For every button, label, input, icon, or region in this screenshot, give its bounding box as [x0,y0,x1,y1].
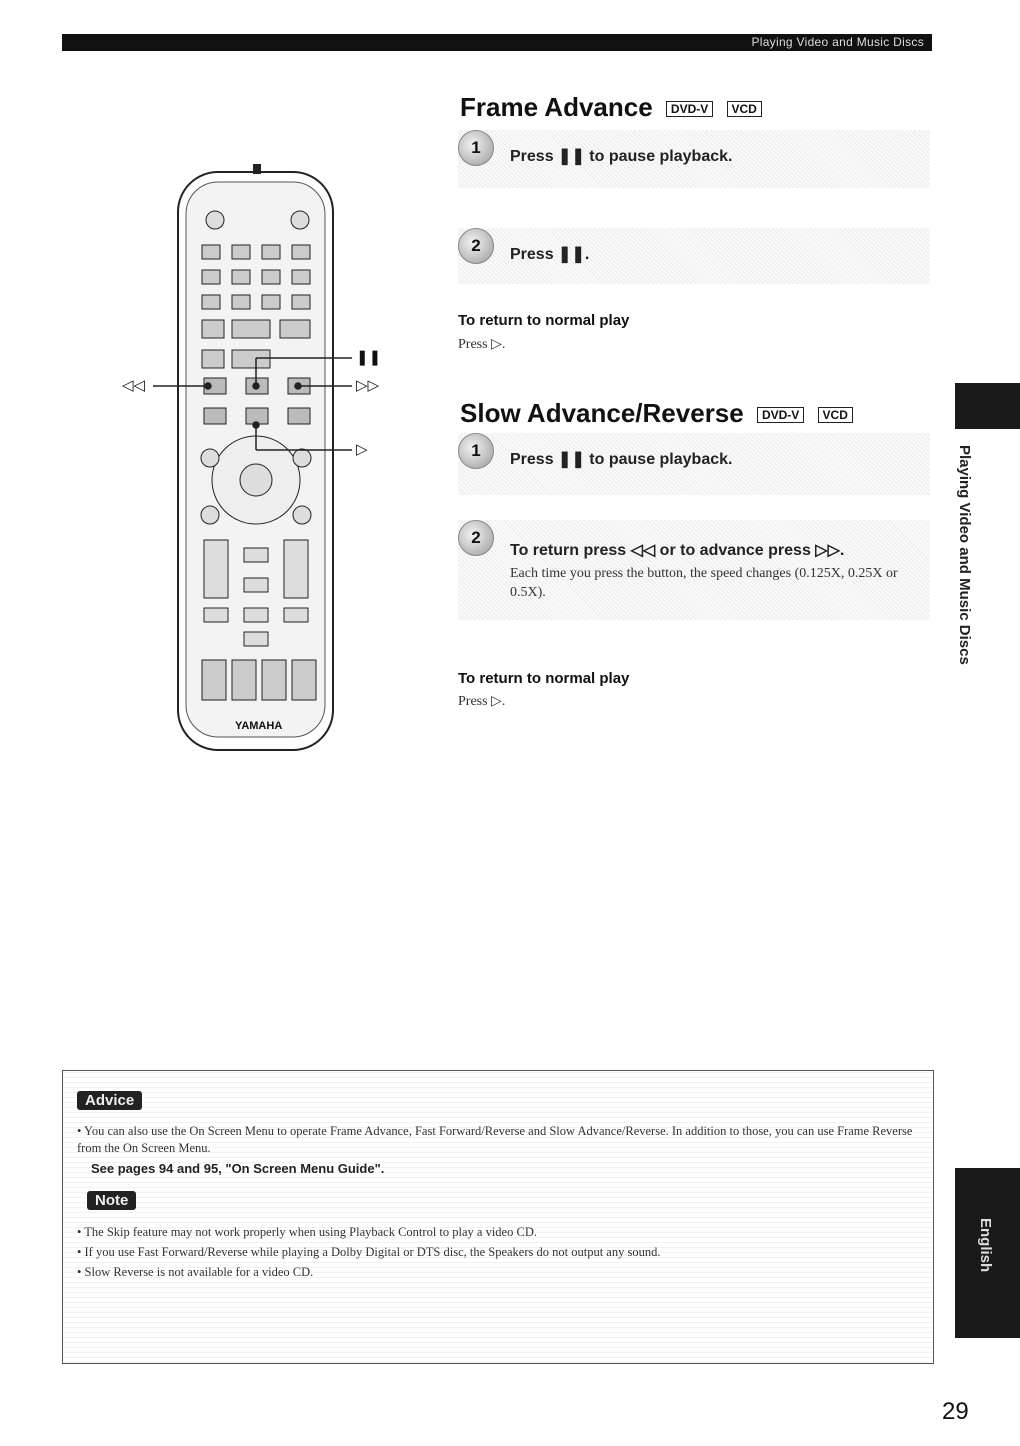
frame-normal-body: Press ▷. [458,337,506,352]
remote-brand: YAMAHA [235,720,283,732]
slow-normal-title: To return to normal play [458,670,630,687]
remote-svg [120,160,390,760]
step-body: Each time you press the button, the speed changes (0.125X, 0.25X or 0.5X). [510,566,898,600]
step-text: Press ❚❚. [510,246,590,263]
note-text-1: The Skip feature may not work properly when using Playback Control to play a video CD. [84,1225,537,1239]
step-number-badge: 1 [458,433,494,469]
slow-step-2 [458,520,930,620]
frame-step-2 [458,228,930,284]
remote-illustration [120,160,390,760]
remote-pause-label: ❚❚ [356,349,382,366]
frame-normal-title: To return to normal play [458,312,630,329]
side-language-label: English [977,1218,994,1273]
slow-title [460,398,853,429]
badge-vcd: VCD [727,101,762,117]
step-number-badge: 2 [458,520,494,556]
note-text-3: Slow Reverse is not available for a video CD. [84,1265,314,1279]
advice-text: • You can also use the On Screen Menu to operate Frame Advance, Fast Forward/Reverse and Slow Advance/Reverse. In addition to those, you can use Frame Reverse from the On Screen Menu. [77,1124,913,1155]
frame-advance-heading: Frame Advance [460,92,653,122]
side-tab-language [955,1168,1020,1338]
step-number-badge: 1 [458,130,494,166]
note-label: Note [87,1191,136,1210]
note-line-1: • The Skip feature may not work properly when using Playback Control to play a video CD. [77,1225,537,1239]
note-text-2: If you use Fast Forward/Reverse while playing a Dolby Digital or DTS disc, the Speakers do not output any sound. [84,1245,661,1259]
side-tab-black [955,383,1020,429]
advice-ref: See pages 94 and 95, "On Screen Menu Guide". [91,1161,385,1176]
slow-heading: Slow Advance/Reverse [460,398,744,428]
badge-vcd: VCD [818,407,853,423]
remote-play-label: ▷ [356,441,368,458]
page-number: 29 [942,1398,969,1425]
note-line-3: • Slow Reverse is not available for a video CD. [77,1265,314,1279]
side-section-label: Playing Video and Music Discs [956,445,973,665]
frame-step-1 [458,130,930,188]
step-text: Press ❚❚ to pause playback. [510,451,733,468]
slow-step-1 [458,433,930,495]
step-text: Press ❚❚ to pause playback. [510,148,733,165]
step-number-badge: 2 [458,228,494,264]
badge-dvdv: DVD-V [757,407,804,423]
step-text: To return press ◁◁ or to advance press ▷▷. [510,542,845,559]
remote-forward-label: ▷▷ [356,377,380,394]
advice-label: Advice [77,1091,142,1110]
header-bar [62,34,932,51]
notes-box [62,1070,934,1364]
slow-normal-body: Press ▷. [458,694,506,709]
frame-advance-title [460,92,762,123]
remote-rewind-label: ◁◁ [122,377,146,394]
note-line-2: • If you use Fast Forward/Reverse while playing a Dolby Digital or DTS disc, the Speakers do not output any sound. [77,1245,661,1259]
header-section-title: Playing Video and Music Discs [751,35,924,49]
badge-dvdv: DVD-V [666,101,713,117]
advice-line-1: You can also use the On Screen Menu to operate Frame Advance, Fast Forward/Reverse and Slow Advance/Reverse. In addition to those, you can use Frame Reverse from the On Screen Menu. [77,1124,913,1155]
